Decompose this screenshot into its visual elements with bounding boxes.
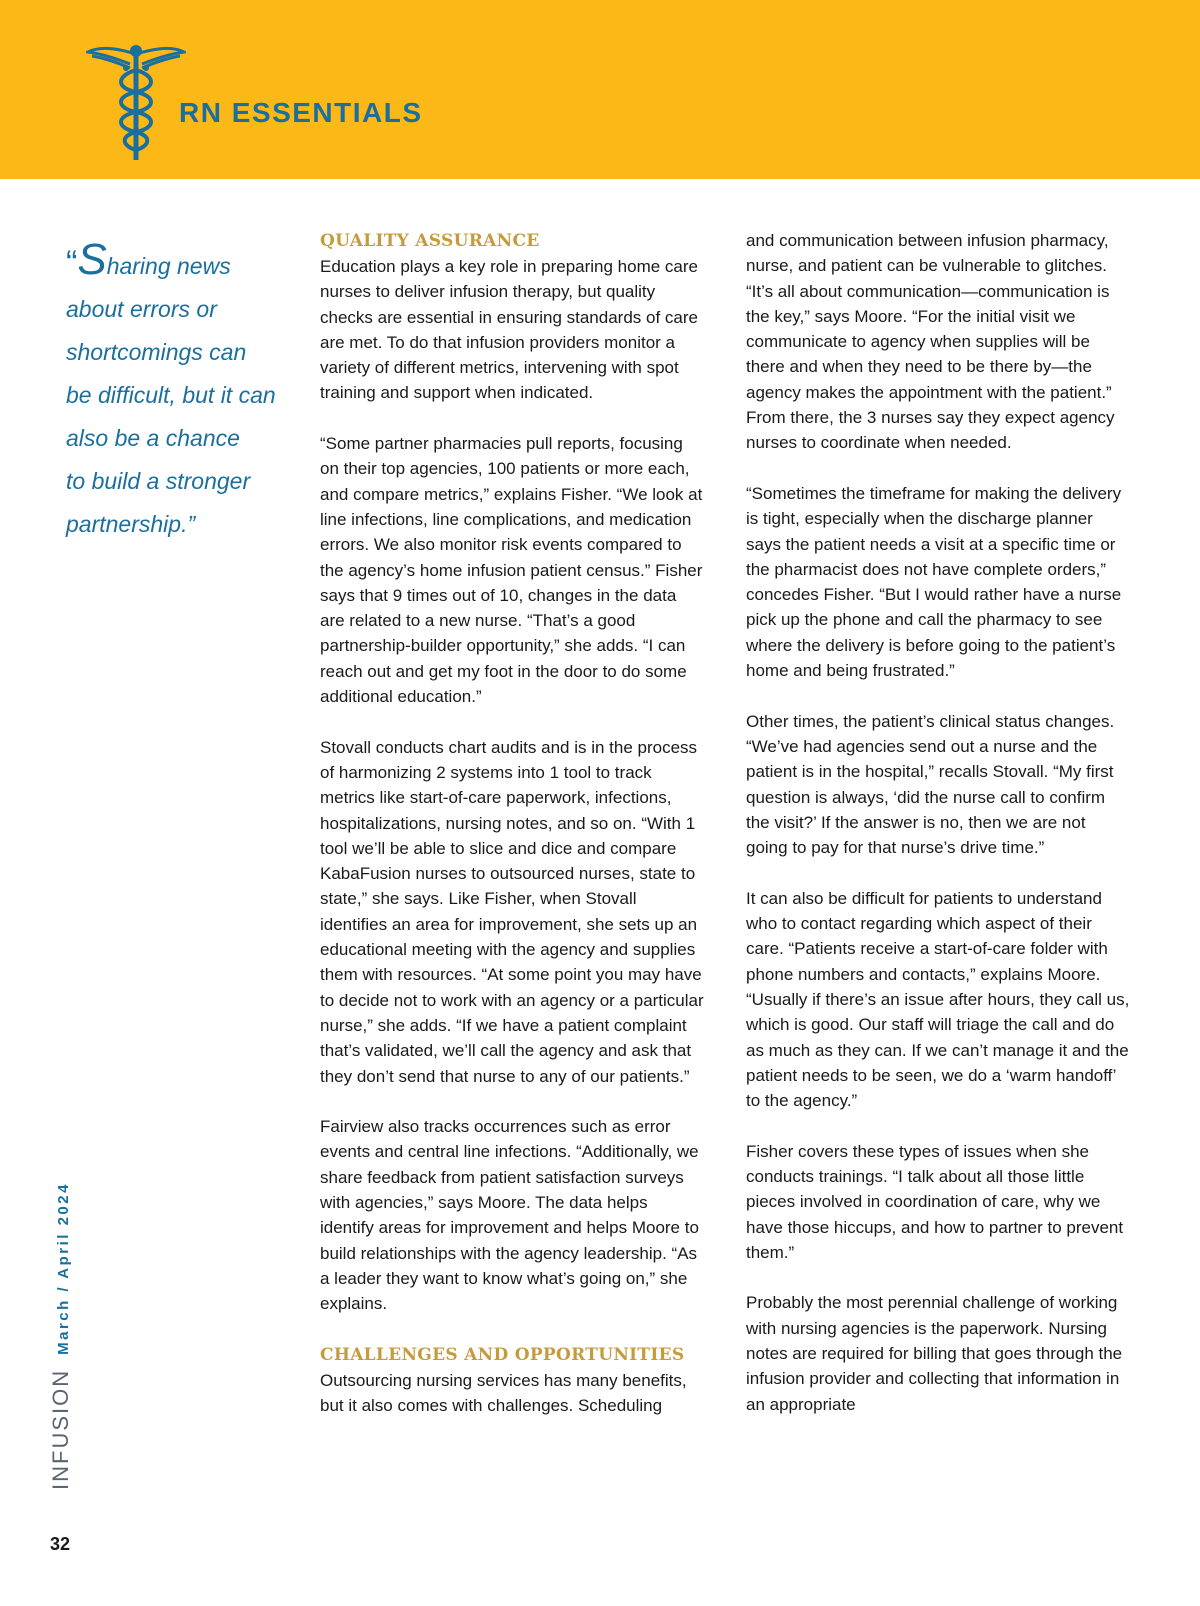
paragraph: Fairview also tracks occurrences such as error events and central line infections. “Additionally, we share feedback from patient satisfaction surveys with agencies,” says Moore. The data helps identify areas for improvement and helps Moore to build relationships with the agency leadership. “As a leader they want to know what’s going on,” she explains. (320, 1117, 699, 1314)
paragraph: Fisher covers these types of issues when she conducts trainings. “I talk about all those little pieces involved in coordination of care, why we have those hiccups, and how to partner to prevent them.” (746, 1141, 1124, 1262)
article-column-right (746, 228, 1130, 1417)
drop-letter: S (77, 235, 107, 284)
pull-quote-line: about errors or (66, 296, 217, 322)
article-column-left (320, 228, 704, 1418)
header-band (0, 0, 1200, 179)
issue-date: March / April 2024 (55, 1182, 72, 1355)
pull-quote-line (66, 235, 306, 288)
pull-quote-line: shortcomings can (66, 339, 247, 365)
caduceus-icon (86, 40, 186, 165)
paragraph: Stovall conducts chart audits and is in the process of harmonizing 2 systems into 1 tool to track metrics like start-of-care paperwork, infections, hospitalizations, nursing notes, and so on. “With 1 tool we’ll be able to slice and dice and compare KabaFusion nurses to outsourced nurses, state to state,” she says. Like Fisher, when Stovall identifies an area for improvement, she sets up an educational meeting with the agency and supplies them with resources. “At some point you may have to decide not to work with an agency or a particular nurse,” she adds. “If we have a patient complaint that’s validated, we’ll call the agency and ask that they don’t send that nurse to any of our patients.” (320, 737, 704, 1086)
paragraph: Probably the most perennial challenge of working with nursing agencies is the paperwork. Nursing notes are required for billing that goes through the infusion provider and collecting that information in an appropriate (746, 1293, 1123, 1414)
pull-quote-line: partnership.” (66, 511, 196, 537)
paragraph: Outsourcing nursing services has many benefits, but it also comes with challenges. Scheduling (320, 1370, 687, 1416)
paragraph: “Sometimes the timeframe for making the delivery is tight, especially when the discharge planner says the patient needs a visit at a specific time or the pharmacist does not have complete orders,” concedes Fisher. “But I would rather have a nurse pick up the phone and call the pharmacy to see where the delivery is before going to the patient’s home and being frustrated.” (746, 483, 1122, 681)
paragraph: It can also be difficult for patients to understand who to contact regarding which aspect of their care. “Patients receive a start-of-care folder with phone numbers and contacts,” explains Moore. “Usually if there’s an issue after hours, they call us, which is good. Our staff will triage the call and do as much as they can. If we can’t manage it and the patient needs to be seen, we do a ‘warm handoff’ to the agency.” (746, 888, 1130, 1111)
paragraph: Education plays a key role in preparing home care nurses to deliver infusion therapy, but quality checks are essential in ensuring standards of care are met. To do that infusion providers monitor a variety of different metrics, intervening with spot training and support when indicated. (320, 257, 698, 403)
pull-quote-text: haring news (106, 253, 231, 279)
section-title: RN ESSENTIALS (179, 97, 423, 128)
vertical-footer (48, 1182, 74, 1490)
open-quote-mark: “ (66, 244, 78, 282)
magazine-brand: INFUSION (48, 1368, 73, 1490)
paragraph: Other times, the patient’s clinical status changes. “We’ve had agencies send out a nurse and the patient is in the hospital,” recalls Stovall. “My first question is always, ‘did the nurse call to confirm the visit?’ If the answer is no, then we are not going to pay for that nurse’s drive time.” (746, 711, 1115, 858)
subhead-quality-assurance: QUALITY ASSURANCE (320, 231, 540, 251)
pull-quote-line: also be a chance (66, 425, 240, 451)
pull-quote-line: to build a stronger (66, 468, 251, 494)
page-number: 32 (50, 1534, 71, 1554)
subhead-challenges: CHALLENGES AND OPPORTUNITIES (320, 1344, 685, 1365)
paragraph: “Some partner pharmacies pull reports, focusing on their top agencies, 100 patients or more each, and compare metrics,” explains Fisher. “We look at line infections, line complications, and medication errors. We also monitor risk events compared to the agency’s home infusion patient census.” Fisher says that 9 times out of 10, changes in the data are related to a new nurse. “That’s a good partnership-builder opportunity,” she adds. “I can reach out and get my foot in the door to do some additional education.” (320, 434, 703, 707)
paragraph: and communication between infusion pharmacy, nurse, and patient can be vulnerable to glitches. “It’s all about communication—communication is the key,” says Moore. “For the initial visit we communicate to agency when supplies will be there and when they need to be there by—the agency makes the appointment with the patient.” From there, the 3 nurses say they expect agency nurses to coordinate when needed. (746, 231, 1115, 453)
pull-quote-line: be difficult, but it can (66, 382, 276, 408)
pull-quote (66, 235, 306, 546)
